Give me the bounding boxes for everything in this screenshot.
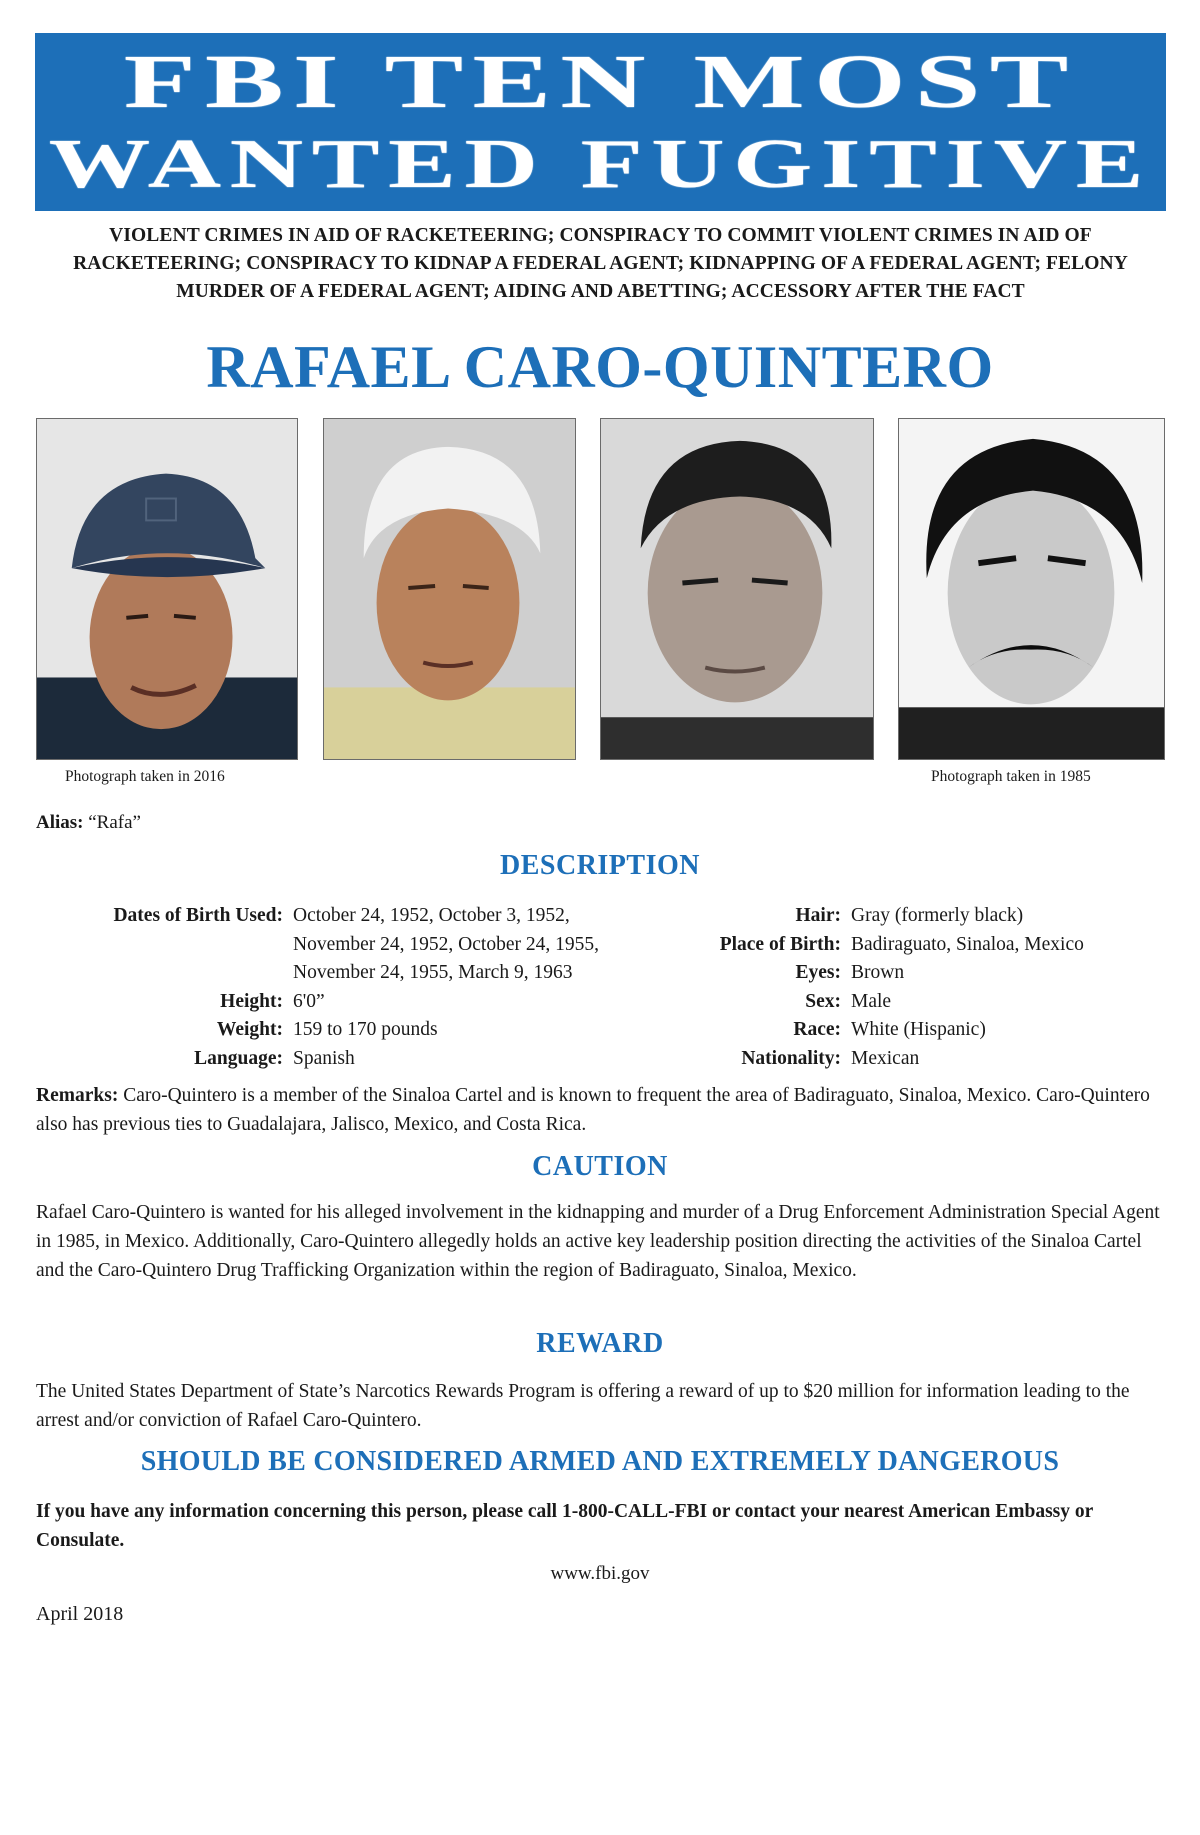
reward-title: REWARD [536,1328,664,1359]
dob-value-line: October 24, 1952, October 3, 1952, [293,905,570,926]
header-banner [35,33,1166,211]
fugitive-name: RAFAEL CARO-QUINTERO [206,334,994,400]
photo-2 [323,418,576,760]
hair-label: Hair: [795,905,841,926]
weight-row [36,1016,599,1045]
alias [36,812,141,834]
caution-text: Rafael Caro-Quintero is wanted for his alleged involvement in the kidnapping and murder of a Drug Enforcement Administration Special Agent in 1985, in Mexico. Additionally, Caro-Quintero allegedly holds an active key leadership position directing the activities of the Sinaloa Cartel and the Caro-Quintero Drug Trafficking Organization within the region of Badiraguato, Sinaloa, Mexico. [36,1202,1160,1281]
contact-instructions: If you have any information concerning this person, please call 1-800-CALL-FBI or contact your nearest American Embassy or Consulate. [36,1501,1093,1551]
description-left-column [36,902,599,1074]
language-value: Spanish [293,1047,355,1069]
language-label: Language: [194,1047,283,1069]
height-value: 6'0” [293,990,325,1012]
race-label: Race: [793,1019,841,1041]
hair-row [620,902,1084,931]
photo-caption-2016: Photograph taken in 2016 [65,768,225,785]
reward-text: The United States Department of State’s Narcotics Rewards Program is offering a reward of up to $20 million for information leading to the arrest and/or conviction of Rafael Caro-Quintero. [36,1381,1130,1431]
fbi-website-link[interactable]: www.fbi.gov [550,1563,650,1584]
description-right-column [620,902,1084,1074]
dob-value-line: November 24, 1952, October 24, 1955, [293,933,599,955]
photo-2016 [36,418,298,760]
remarks-label: Remarks: [36,1085,119,1106]
weight-value: 159 to 170 pounds [293,1019,438,1041]
height-row [36,988,599,1017]
place-of-birth-label: Place of Birth: [719,933,841,955]
eyes-value: Brown [851,962,905,984]
eyes-label: Eyes: [795,962,841,984]
alias-value: “Rafa” [88,812,141,833]
nationality-row [620,1045,1084,1074]
charges-text: VIOLENT CRIMES IN AID OF RACKETEERING; CONSPIRACY TO COMMIT VIOLENT CRIMES IN AID OF RACKETEERING; CONSPIRACY TO KIDNAP A FEDERAL AGENT; KIDNAPPING OF A FEDERAL AGENT; FELONY MURDER OF A FEDERAL AGENT; AIDING AND ABETTING; ACCESSORY AFTER THE FACT [73,225,1128,302]
photo-3 [600,418,874,760]
sex-row [620,988,1084,1017]
remarks [36,1081,1168,1139]
header-title-line1: FBI TEN MOST [123,40,1078,124]
dob-row [36,902,599,988]
nationality-label: Nationality: [741,1047,841,1069]
hair-value: Gray (formerly black) [851,905,1024,926]
armed-dangerous-warning: SHOULD BE CONSIDERED ARMED AND EXTREMELY DANGEROUS [140,1446,1060,1477]
place-of-birth-row [620,931,1084,960]
weight-label: Weight: [216,1019,283,1041]
place-of-birth-value: Badiraguato, Sinaloa, Mexico [851,933,1084,955]
dob-value-line: November 24, 1955, March 9, 1963 [293,962,573,984]
poster-date: April 2018 [36,1603,124,1625]
language-row [36,1045,599,1074]
race-value: White (Hispanic) [851,1019,986,1041]
photo-1985 [898,418,1165,760]
alias-label: Alias: [36,812,84,833]
eyes-row [620,959,1084,988]
sex-value: Male [851,990,892,1012]
caution-title: CAUTION [532,1151,668,1182]
sex-label: Sex: [805,990,841,1012]
photo-caption-1985: Photograph taken in 1985 [931,768,1091,785]
race-row [620,1016,1084,1045]
header-title-line2: WANTED FUGITIVE [48,126,1153,203]
nationality-value: Mexican [851,1047,920,1069]
remarks-text: Caro-Quintero is a member of the Sinaloa Cartel and is known to frequent the area of Badiraguato, Sinaloa, Mexico. Caro-Quintero also has previous ties to Guadalajara, Jalisco, Mexico, and Costa Rica. [36,1085,1150,1135]
dob-label: Dates of Birth Used: [113,905,283,926]
height-label: Height: [220,990,283,1012]
description-title: DESCRIPTION [500,850,700,881]
